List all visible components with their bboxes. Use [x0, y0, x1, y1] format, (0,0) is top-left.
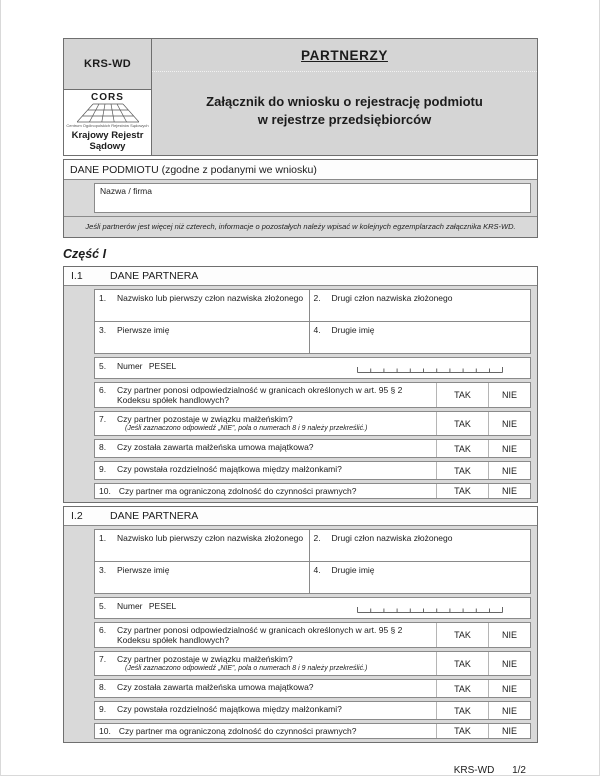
field-label: Pierwsze imię	[117, 565, 170, 575]
entity-section-note: Jeśli partnerów jest więcej niż czterech, informacje o pozostałych należy wpisać w kolejnych egzemplarzach załącznika KRS-WD.	[64, 216, 537, 237]
part-one-heading: Część I	[63, 247, 107, 261]
answer-nie-label: NIE	[501, 418, 517, 429]
field-surname-1[interactable]	[95, 290, 309, 321]
question-text: Czy partner ponosi odpowiedzialność w granicach określonych w art. 95 § 2 Kodeksu spółek handlowych?	[117, 625, 403, 645]
entity-name-field[interactable]	[94, 183, 531, 213]
answer-tak-cell[interactable]	[437, 484, 489, 498]
question-text-main: Czy partner pozostaje w związku małżeńskim?	[117, 414, 293, 424]
name-fields-grid	[94, 529, 531, 594]
question-number: 10.	[99, 726, 111, 736]
answer-tak-cell[interactable]	[437, 724, 489, 738]
question-number: 7.	[99, 414, 107, 424]
answer-nie-label: NIE	[501, 658, 517, 669]
form-subtitle-line1: Załącznik do wniosku o rejestrację podmiotu	[206, 93, 483, 109]
answer-nie-label: NIE	[501, 443, 517, 454]
page-footer	[63, 765, 538, 776]
question-number: 6.	[99, 625, 107, 635]
answer-tak-label: TAK	[454, 683, 471, 694]
partner-section-1-header	[64, 267, 537, 286]
answer-nie-cell[interactable]	[489, 412, 530, 435]
field-number: 4.	[313, 565, 321, 575]
cors-org-caption: Centrum Ogólnopolskich Rejestrów Sądowych	[66, 123, 149, 128]
question-text: Czy partner ma ograniczoną zdolność do czynności prawnych?	[118, 486, 357, 496]
question-row-10	[94, 483, 531, 499]
form-title: PARTNERZY	[301, 47, 388, 63]
field-number: 3.	[99, 325, 107, 335]
question-main	[95, 702, 437, 719]
logo-cell	[64, 90, 151, 155]
field-label: Numer PESEL	[117, 601, 177, 611]
section-id: I.2	[71, 510, 83, 522]
answer-tak-cell[interactable]	[437, 702, 489, 719]
cors-mesh-icon	[77, 103, 139, 123]
answer-tak-label: TAK	[454, 658, 471, 669]
question-main	[95, 440, 437, 457]
entity-section-body	[64, 180, 537, 216]
pesel-digit-comb[interactable]	[357, 605, 503, 615]
field-number: 2.	[313, 533, 321, 543]
answer-nie-label: NIE	[501, 630, 517, 640]
question-text: Czy partner ponosi odpowiedzialność w granicach określonych w art. 95 § 2 Kodeksu spółek handlowych?	[117, 385, 403, 405]
question-main	[95, 462, 437, 479]
field-number: 3.	[99, 565, 107, 575]
title-row	[152, 39, 537, 72]
header-left-column	[64, 39, 152, 155]
field-pesel[interactable]	[94, 597, 531, 619]
question-text: Czy powstała rozdzielność majątkowa między małżonkami?	[117, 704, 342, 714]
question-row-6	[94, 622, 531, 648]
answer-tak-cell[interactable]	[437, 623, 489, 647]
question-main	[95, 412, 437, 435]
field-number: 1.	[99, 533, 107, 543]
form-subtitle-line2: w rejestrze przedsiębiorców	[257, 111, 432, 127]
answer-nie-label: NIE	[501, 486, 517, 496]
field-label: Drugi człon nazwiska złożonego	[331, 533, 453, 543]
question-row-7	[94, 411, 531, 436]
answer-tak-label: TAK	[454, 443, 471, 454]
partner-section-1	[63, 266, 538, 503]
field-surname-2[interactable]	[310, 530, 530, 561]
field-number: 5.	[99, 361, 107, 371]
partner-section-1-body	[64, 286, 537, 502]
section-title: DANE PARTNERA	[110, 510, 199, 522]
field-label: Drugie imię	[331, 325, 375, 335]
question-number: 7.	[99, 654, 107, 664]
answer-tak-label: TAK	[454, 390, 471, 400]
question-text: Czy partner ma ograniczoną zdolność do czynności prawnych?	[118, 726, 357, 736]
field-surname-1[interactable]	[95, 530, 309, 561]
field-number: 4.	[313, 325, 321, 335]
field-label: Nazwisko lub pierwszy człon nazwiska złożonego	[117, 293, 304, 303]
field-pesel[interactable]	[94, 357, 531, 379]
answer-nie-label: NIE	[501, 390, 517, 400]
question-number: 8.	[99, 682, 107, 692]
field-label: Pierwsze imię	[117, 325, 170, 335]
field-second-name[interactable]	[310, 322, 530, 353]
question-row-8	[94, 679, 531, 698]
registry-name-line1: Krajowy Rejestr	[71, 130, 144, 141]
answer-nie-cell[interactable]	[489, 724, 530, 738]
question-main	[95, 383, 437, 407]
question-text: Czy została zawarta małżeńska umowa majątkowa?	[117, 442, 314, 452]
answer-nie-cell[interactable]	[489, 680, 530, 697]
form-column	[63, 38, 538, 776]
answer-nie-cell[interactable]	[489, 484, 530, 498]
field-first-name[interactable]	[95, 322, 309, 353]
question-main	[95, 680, 437, 697]
question-main	[95, 652, 437, 675]
question-note: (Jeśli zaznaczono odpowiedź „NIE”, pola o numerach 8 i 9 należy przekreślić.)	[125, 665, 368, 672]
question-row-9	[94, 461, 531, 480]
answer-nie-cell[interactable]	[489, 652, 530, 675]
question-main	[95, 484, 437, 498]
field-number: 2.	[313, 293, 321, 303]
form-subtitle	[152, 72, 537, 155]
answer-tak-cell[interactable]	[437, 462, 489, 479]
registry-name	[72, 130, 144, 152]
answer-nie-cell[interactable]	[489, 440, 530, 457]
field-label: Numer PESEL	[117, 361, 177, 371]
answer-nie-cell[interactable]	[489, 623, 530, 647]
cors-logo-text: CORS	[91, 92, 124, 103]
field-number: 5.	[99, 601, 107, 611]
answer-nie-cell[interactable]	[489, 702, 530, 719]
answer-tak-cell[interactable]	[437, 440, 489, 457]
section-id: I.1	[71, 270, 83, 282]
answer-nie-cell[interactable]	[489, 383, 530, 407]
field-first-name[interactable]	[95, 562, 309, 593]
answer-tak-cell[interactable]	[437, 412, 489, 435]
question-row-10	[94, 723, 531, 739]
question-main	[95, 623, 437, 647]
answer-nie-label: NIE	[501, 465, 517, 476]
answer-tak-label: TAK	[454, 465, 471, 476]
question-row-6	[94, 382, 531, 408]
field-second-name[interactable]	[310, 562, 530, 593]
field-label: Drugi człon nazwiska złożonego	[331, 293, 453, 303]
answer-tak-label: TAK	[454, 486, 471, 496]
footer-form-code: KRS-WD	[453, 765, 495, 776]
answer-tak-label: TAK	[454, 705, 471, 716]
partner-section-2	[63, 506, 538, 743]
field-number: 1.	[99, 293, 107, 303]
question-number: 6.	[99, 385, 107, 395]
question-number: 10.	[99, 486, 111, 496]
question-text-main: Czy partner pozostaje w związku małżeńskim?	[117, 654, 293, 664]
partner-section-2-body	[64, 526, 537, 742]
section-title: DANE PARTNERA	[110, 270, 199, 282]
partner-section-2-header	[64, 507, 537, 526]
answer-tak-cell[interactable]	[437, 652, 489, 675]
question-row-7	[94, 651, 531, 676]
entity-section-header: DANE PODMIOTU (zgodne z podanymi we wniosku)	[64, 160, 537, 180]
field-label: Drugie imię	[331, 565, 375, 575]
answer-tak-label: TAK	[454, 418, 471, 429]
question-main	[95, 724, 437, 738]
form-code-cell	[64, 39, 151, 90]
answer-nie-label: NIE	[501, 726, 517, 736]
question-number: 9.	[99, 704, 107, 714]
question-text: Czy została zawarta małżeńska umowa majątkowa?	[117, 682, 314, 692]
question-number: 9.	[99, 464, 107, 474]
question-text	[117, 414, 367, 433]
answer-nie-cell[interactable]	[489, 462, 530, 479]
field-surname-2[interactable]	[310, 290, 530, 321]
form-code: KRS-WD	[83, 58, 131, 70]
answer-nie-label: NIE	[501, 683, 517, 694]
field-label: Nazwisko lub pierwszy człon nazwiska złożonego	[117, 533, 304, 543]
question-text	[117, 654, 367, 673]
question-text: Czy powstała rozdzielność majątkowa między małżonkami?	[117, 464, 342, 474]
name-fields-grid	[94, 289, 531, 354]
entity-data-section	[63, 159, 538, 238]
answer-tak-label: TAK	[454, 726, 471, 736]
question-note: (Jeśli zaznaczono odpowiedź „NIE”, pola o numerach 8 i 9 należy przekreślić.)	[125, 425, 368, 432]
header-right-column	[152, 39, 537, 155]
entity-name-field-label: Nazwa / firma	[100, 186, 152, 196]
footer-page-number: 1/2	[512, 765, 526, 776]
answer-nie-label: NIE	[501, 705, 517, 716]
registry-name-line2: Sądowy	[89, 141, 126, 152]
question-row-9	[94, 701, 531, 720]
question-row-8	[94, 439, 531, 458]
answer-tak-label: TAK	[454, 630, 471, 640]
pesel-digit-comb[interactable]	[357, 365, 503, 375]
answer-tak-cell[interactable]	[437, 383, 489, 407]
answer-tak-cell[interactable]	[437, 680, 489, 697]
form-header	[63, 38, 538, 156]
question-number: 8.	[99, 442, 107, 452]
